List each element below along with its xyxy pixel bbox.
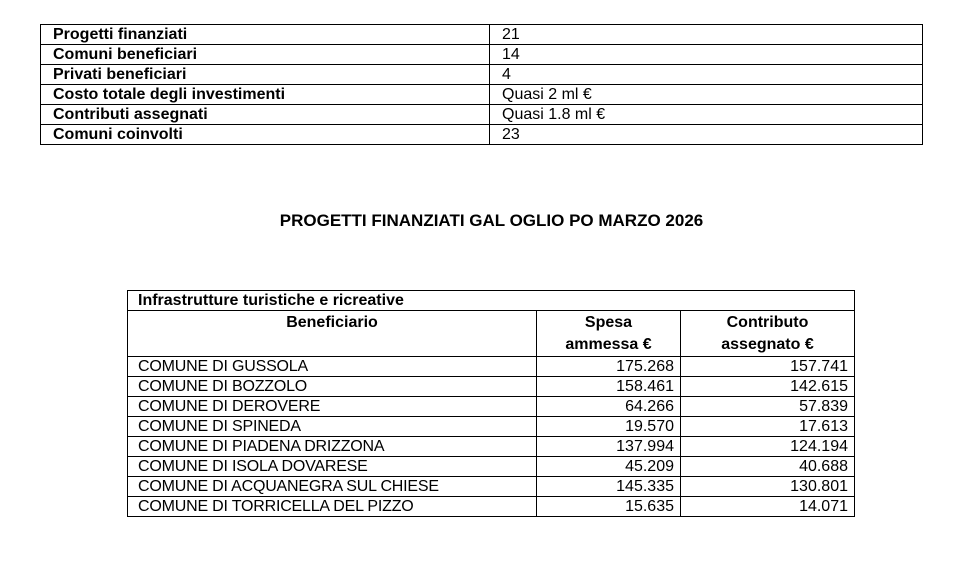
beneficiario-cell: COMUNE DI SPINEDA <box>128 417 537 437</box>
summary-value: 4 <box>490 65 923 85</box>
header-label-line1: Contributo <box>726 314 809 331</box>
spesa-cell: 15.635 <box>537 497 681 517</box>
table-row <box>128 377 855 397</box>
beneficiario-cell: COMUNE DI GUSSOLA <box>128 357 537 377</box>
header-label: Beneficiario <box>286 314 378 331</box>
column-header-beneficiario <box>128 311 537 357</box>
section-row <box>128 291 855 311</box>
beneficiario-cell: COMUNE DI DEROVERE <box>128 397 537 417</box>
detail-table <box>127 290 855 517</box>
beneficiario-cell: COMUNE DI ISOLA DOVARESE <box>128 457 537 477</box>
spesa-cell: 145.335 <box>537 477 681 497</box>
table-row <box>128 417 855 437</box>
table-row <box>128 457 855 477</box>
summary-label: Contributi assegnati <box>41 105 490 125</box>
column-header-contributo <box>681 311 855 357</box>
contributo-cell: 157.741 <box>681 357 855 377</box>
contributo-cell: 142.615 <box>681 377 855 397</box>
page-title: PROGETTI FINANZIATI GAL OGLIO PO MARZO 2026 <box>279 211 704 230</box>
spesa-cell: 45.209 <box>537 457 681 477</box>
spesa-cell: 175.268 <box>537 357 681 377</box>
contributo-cell: 14.071 <box>681 497 855 517</box>
header-label-line2: assegnato € <box>721 336 814 353</box>
summary-value: 21 <box>490 25 923 45</box>
contributo-cell: 57.839 <box>681 397 855 417</box>
header-row <box>128 311 855 357</box>
summary-label: Comuni beneficiari <box>41 45 490 65</box>
summary-table <box>40 24 923 145</box>
table-row <box>128 437 855 457</box>
spesa-cell: 19.570 <box>537 417 681 437</box>
contributo-cell: 124.194 <box>681 437 855 457</box>
table-row <box>41 65 923 85</box>
spesa-cell: 137.994 <box>537 437 681 457</box>
summary-label: Progetti finanziati <box>41 25 490 45</box>
summary-label: Comuni coinvolti <box>41 125 490 145</box>
beneficiario-cell: COMUNE DI ACQUANEGRA SUL CHIESE <box>128 477 537 497</box>
summary-value: Quasi 1.8 ml € <box>490 105 923 125</box>
summary-value: 14 <box>490 45 923 65</box>
table-row <box>128 477 855 497</box>
table-row <box>41 25 923 45</box>
table-row <box>41 105 923 125</box>
column-header-spesa <box>537 311 681 357</box>
beneficiario-cell: COMUNE DI PIADENA DRIZZONA <box>128 437 537 457</box>
beneficiario-cell: COMUNE DI TORRICELLA DEL PIZZO <box>128 497 537 517</box>
contributo-cell: 17.613 <box>681 417 855 437</box>
beneficiario-cell: COMUNE DI BOZZOLO <box>128 377 537 397</box>
summary-label: Costo totale degli investimenti <box>41 85 490 105</box>
table-row <box>128 397 855 417</box>
section-title: Infrastrutture turistiche e ricreative <box>128 291 855 311</box>
summary-label: Privati beneficiari <box>41 65 490 85</box>
header-label-line1: Spesa <box>584 314 633 331</box>
spesa-cell: 158.461 <box>537 377 681 397</box>
contributo-cell: 130.801 <box>681 477 855 497</box>
summary-value: Quasi 2 ml € <box>490 85 923 105</box>
summary-value: 23 <box>490 125 923 145</box>
contributo-cell: 40.688 <box>681 457 855 477</box>
table-row <box>128 357 855 377</box>
table-row <box>41 85 923 105</box>
header-label-line2: ammessa € <box>565 336 652 353</box>
table-row <box>128 497 855 517</box>
table-row <box>41 125 923 145</box>
table-row <box>41 45 923 65</box>
spesa-cell: 64.266 <box>537 397 681 417</box>
